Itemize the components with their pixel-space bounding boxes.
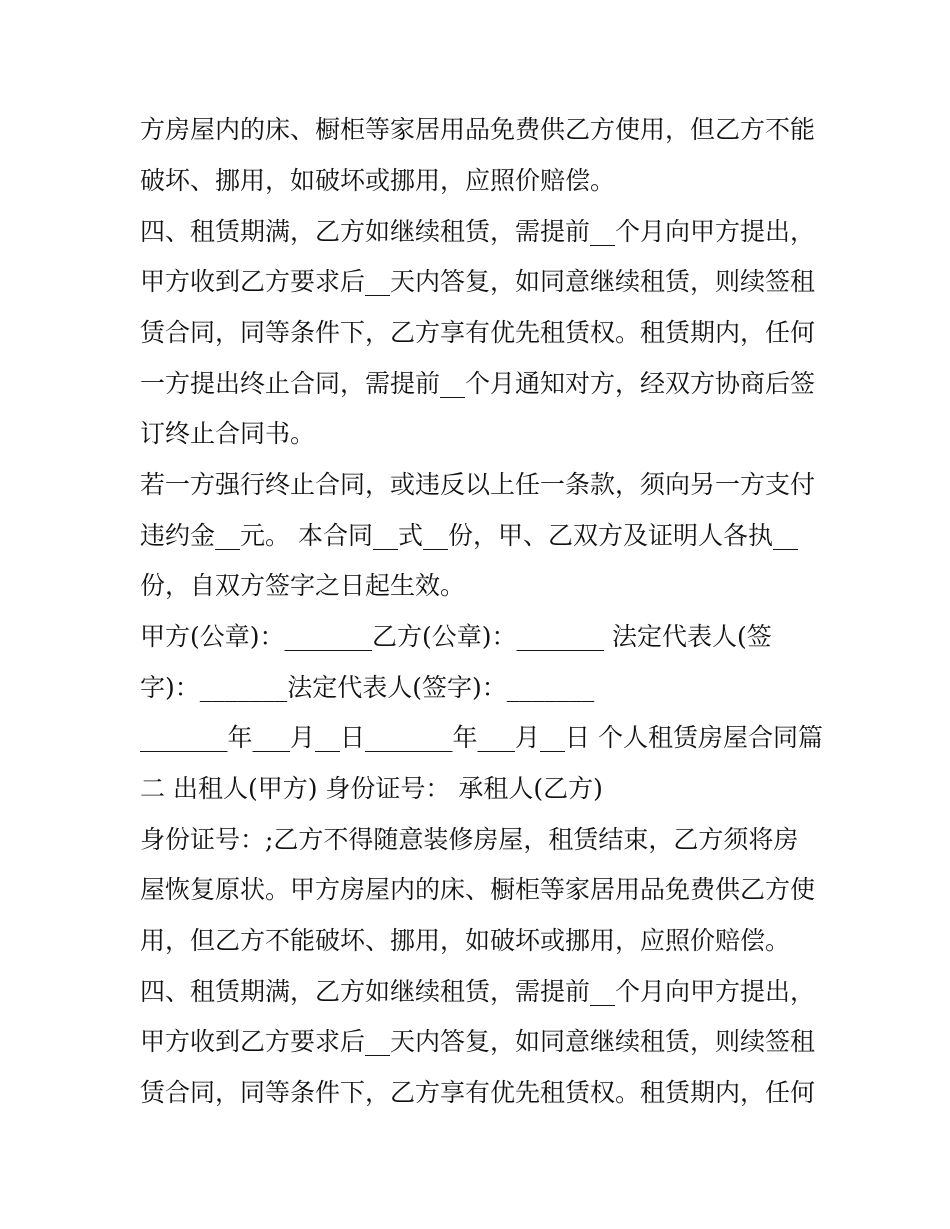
text-line: 破坏、挪用，如破坏或挪用，应照价赔偿。 (140, 166, 616, 195)
text-line: _______年___月__日_______年___月__日 个人租赁房屋合同篇 (140, 723, 823, 752)
text-line: 字)：_______法定代表人(签字)：_______ (140, 673, 595, 702)
text-line: 一方提出终止合同，需提前__个月通知对方，经双方协商后签 (140, 369, 816, 398)
text-line: 身份证号：;乙方不得随意装修房屋，租赁结束，乙方须将房 (140, 825, 799, 854)
text-line: 甲方(公章)：_______乙方(公章)：_______ 法定代表人(签 (140, 622, 772, 651)
text-line: 份，自双方签字之日起生效。 (140, 571, 466, 600)
text-line: 甲方收到乙方要求后__天内答复，如同意继续租赁，则续签租 (140, 267, 816, 296)
text-line: 四、租赁期满，乙方如继续租赁，需提前__个月向甲方提出， (140, 977, 816, 1006)
text-line: 赁合同，同等条件下，乙方享有优先租赁权。租赁期内，任何 (140, 318, 816, 347)
text-line: 方房屋内的床、橱柜等家居用品免费供乙方使用，但乙方不能 (140, 115, 816, 144)
text-line: 违约金__元。 本合同__式__份，甲、乙双方及证明人各执__ (140, 521, 798, 550)
text-line: 二 出租人(甲方) 身份证号： 承租人(乙方) (140, 774, 603, 803)
text-line: 四、租赁期满，乙方如继续租赁，需提前__个月向甲方提出， (140, 217, 816, 246)
text-line: 用，但乙方不能破坏、挪用，如破坏或挪用，应照价赔偿。 (140, 926, 791, 955)
text-line: 屋恢复原状。甲方房屋内的床、橱柜等家居用品免费供乙方使 (140, 875, 816, 904)
text-line: 订终止合同书。 (140, 419, 316, 448)
text-line: 若一方强行终止合同，或违反以上任一条款，须向另一方支付 (140, 470, 816, 499)
text-line: 赁合同，同等条件下，乙方享有优先租赁权。租赁期内，任何 (140, 1078, 816, 1107)
text-line: 甲方收到乙方要求后__天内答复，如同意继续租赁，则续签租 (140, 1027, 816, 1056)
